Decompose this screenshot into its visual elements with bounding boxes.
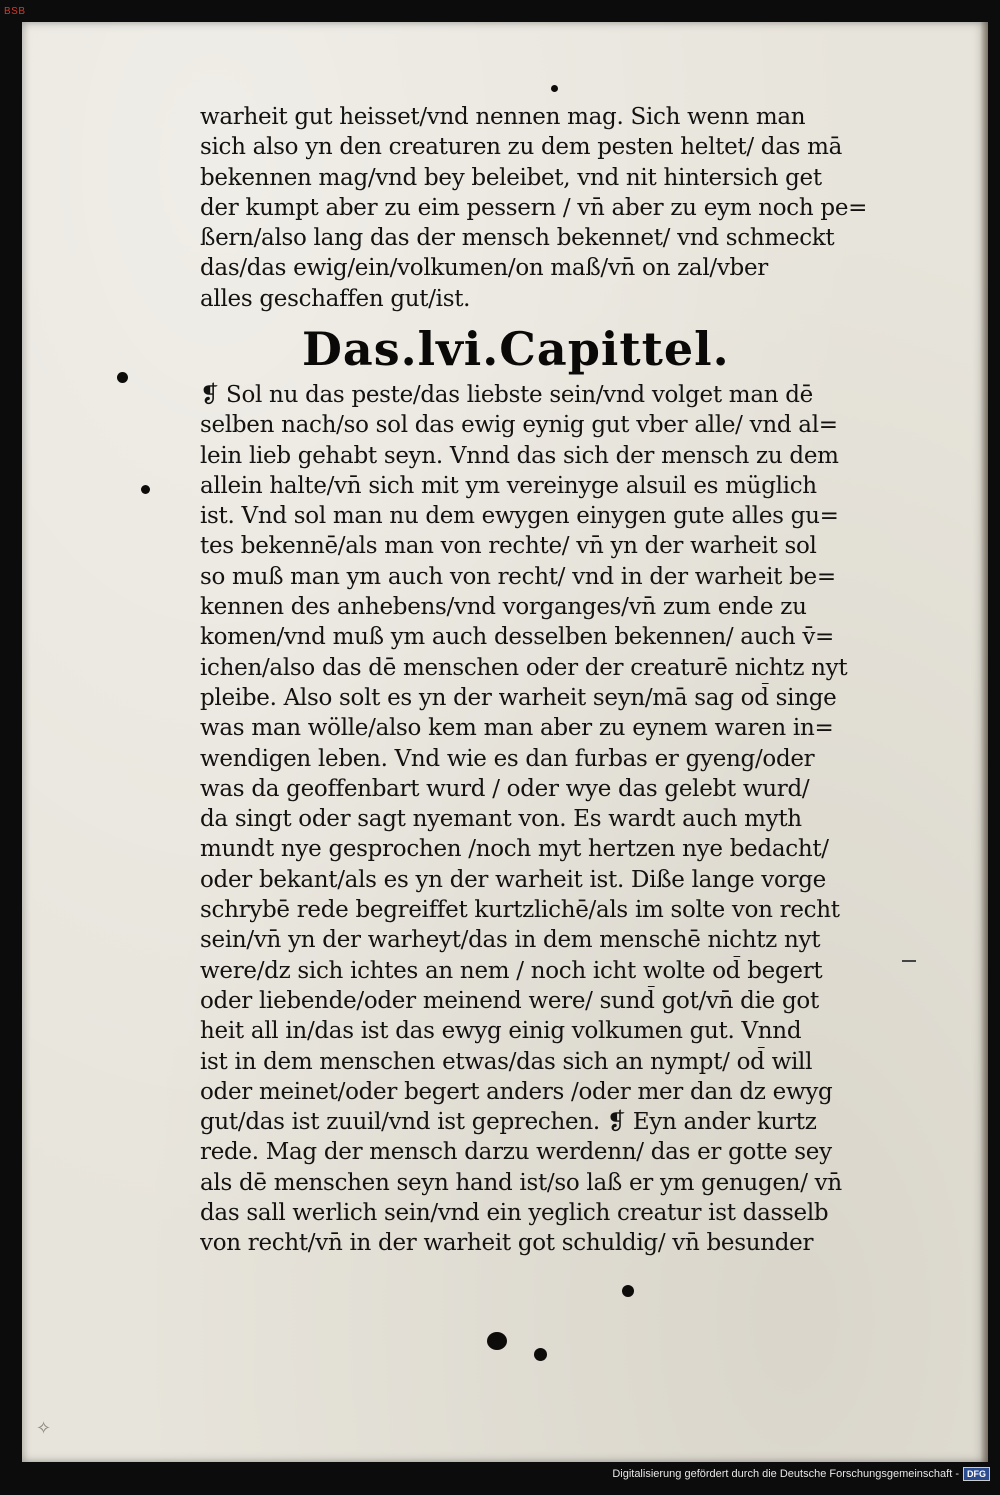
text-line: gut/das ist zuuil/vnd ist geprechen. ❡ Eyn ander kurtz [200,1109,817,1136]
text-line: komen/vnd muß ym auch desselben bekennen/ auch v̄= [200,624,835,651]
footer-credit [612,1467,990,1481]
ink-dot [117,372,128,383]
text-line: sein/vn̄ yn der warheyt/das in dem menschē nichtz nyt [200,927,821,954]
ink-dot [551,85,558,92]
text-line: tes bekennē/als man von rechte/ vn̄ yn der warheit sol [200,533,817,560]
text-line: ist. Vnd sol man nu dem ewygen einygen gute alles gu= [200,503,839,530]
text-line: ❡ Sol nu das peste/das liebste sein/vnd volget man dē [200,382,813,408]
text-line: so muß man ym auch von recht/ vnd in der warheit be= [200,563,836,590]
text-line: oder bekant/als es yn der warheit ist. Diße lange vorge [200,866,826,893]
chapter-heading: Das.lvi.Capittel. [302,322,730,376]
text-line: ichen/also das dē menschen oder der creaturē nichtz nyt [200,654,848,681]
text-line: were/dz sich ichtes an nem / noch icht wolte od̄ begert [200,957,823,984]
text-line: wendigen leben. Vnd wie es dan furbas er gyeng/oder [200,745,815,772]
text-line: der kumpt aber zu eim pessern / vn̄ aber zu eym noch pe= [200,194,868,221]
text-line: selben nach/so sol das ewig eynig gut vber alle/ vnd al= [200,412,838,439]
text-line: oder liebende/oder meinend were/ sund̄ got/vn̄ die got [200,987,819,1014]
text-line: kennen des anhebens/vnd vorganges/vn̄ zum ende zu [200,594,807,621]
text-line: heit all in/das ist das ewyg einig volkumen gut. Vnnd [200,1018,802,1045]
text-line: bekennen mag/vnd bey beleibet, vnd nit hintersich get [200,164,822,191]
footer-text: Digitalisierung gefördert durch die Deutsche Forschungsgemeinschaft - [612,1468,959,1480]
text-line: rede. Mag der mensch darzu werdenn/ das er gotte sey [200,1139,832,1166]
text-line: mundt nye gesprochen /noch myt hertzen nye bedacht/ [200,836,829,863]
margin-mark [902,960,916,962]
page-spine-shadow [980,22,988,1462]
dfg-logo-icon: DFG [963,1467,990,1481]
text-line: allein halte/vn̄ sich mit ym vereinyge alsuil es müglich [200,472,817,499]
text-line: oder meinet/oder begert anders /oder mer dan dz ewyg [200,1078,833,1105]
text-block-body [200,380,900,1259]
ink-dot [487,1332,507,1350]
text-line: ßern/also lang das der mensch bekennet/ vnd schmeckt [200,225,835,252]
text-line: was da geoffenbart wurd / oder wye das gelebt wurd/ [200,775,810,802]
text-line: da singt oder sagt nyemant von. Es wardt auch myth [200,806,802,833]
text-line: schrybē rede begreiffet kurtzlichē/als im solte von recht [200,897,840,924]
text-line: was man wölle/also kem man aber zu eynem waren in= [200,715,834,742]
ink-dot [141,485,150,494]
text-block-top [200,102,900,314]
text-line: das sall werlich sein/vnd ein yeglich creatur ist dasselb [200,1200,829,1227]
text-line: lein lieb gehabt seyn. Vnnd das sich der mensch zu dem [200,442,839,469]
text-line: von recht/vn̄ in der warheit got schuldig/ vn̄ besunder [200,1230,814,1257]
text-line: sich also yn den creaturen zu dem pesten heltet/ das mā [200,134,843,161]
text-line: das/das ewig/ein/volkumen/on maß/vn̄ on zal/vber [200,255,768,282]
corner-mark: ✧ [36,1418,52,1439]
text-line: als dē menschen seyn hand ist/so laß er ym genugen/ vn̄ [200,1169,842,1196]
text-line: alles geschaffen gut/ist. [200,285,471,312]
ink-dot [622,1285,634,1297]
bsb-badge: BSB [4,6,26,17]
ink-dot [534,1348,547,1361]
text-line: warheit gut heisset/vnd nennen mag. Sich wenn man [200,104,806,130]
text-line: pleibe. Also solt es yn der warheit seyn/mā sag od̄ singe [200,684,837,711]
text-line: ist in dem menschen etwas/das sich an nympt/ od̄ will [200,1048,813,1075]
